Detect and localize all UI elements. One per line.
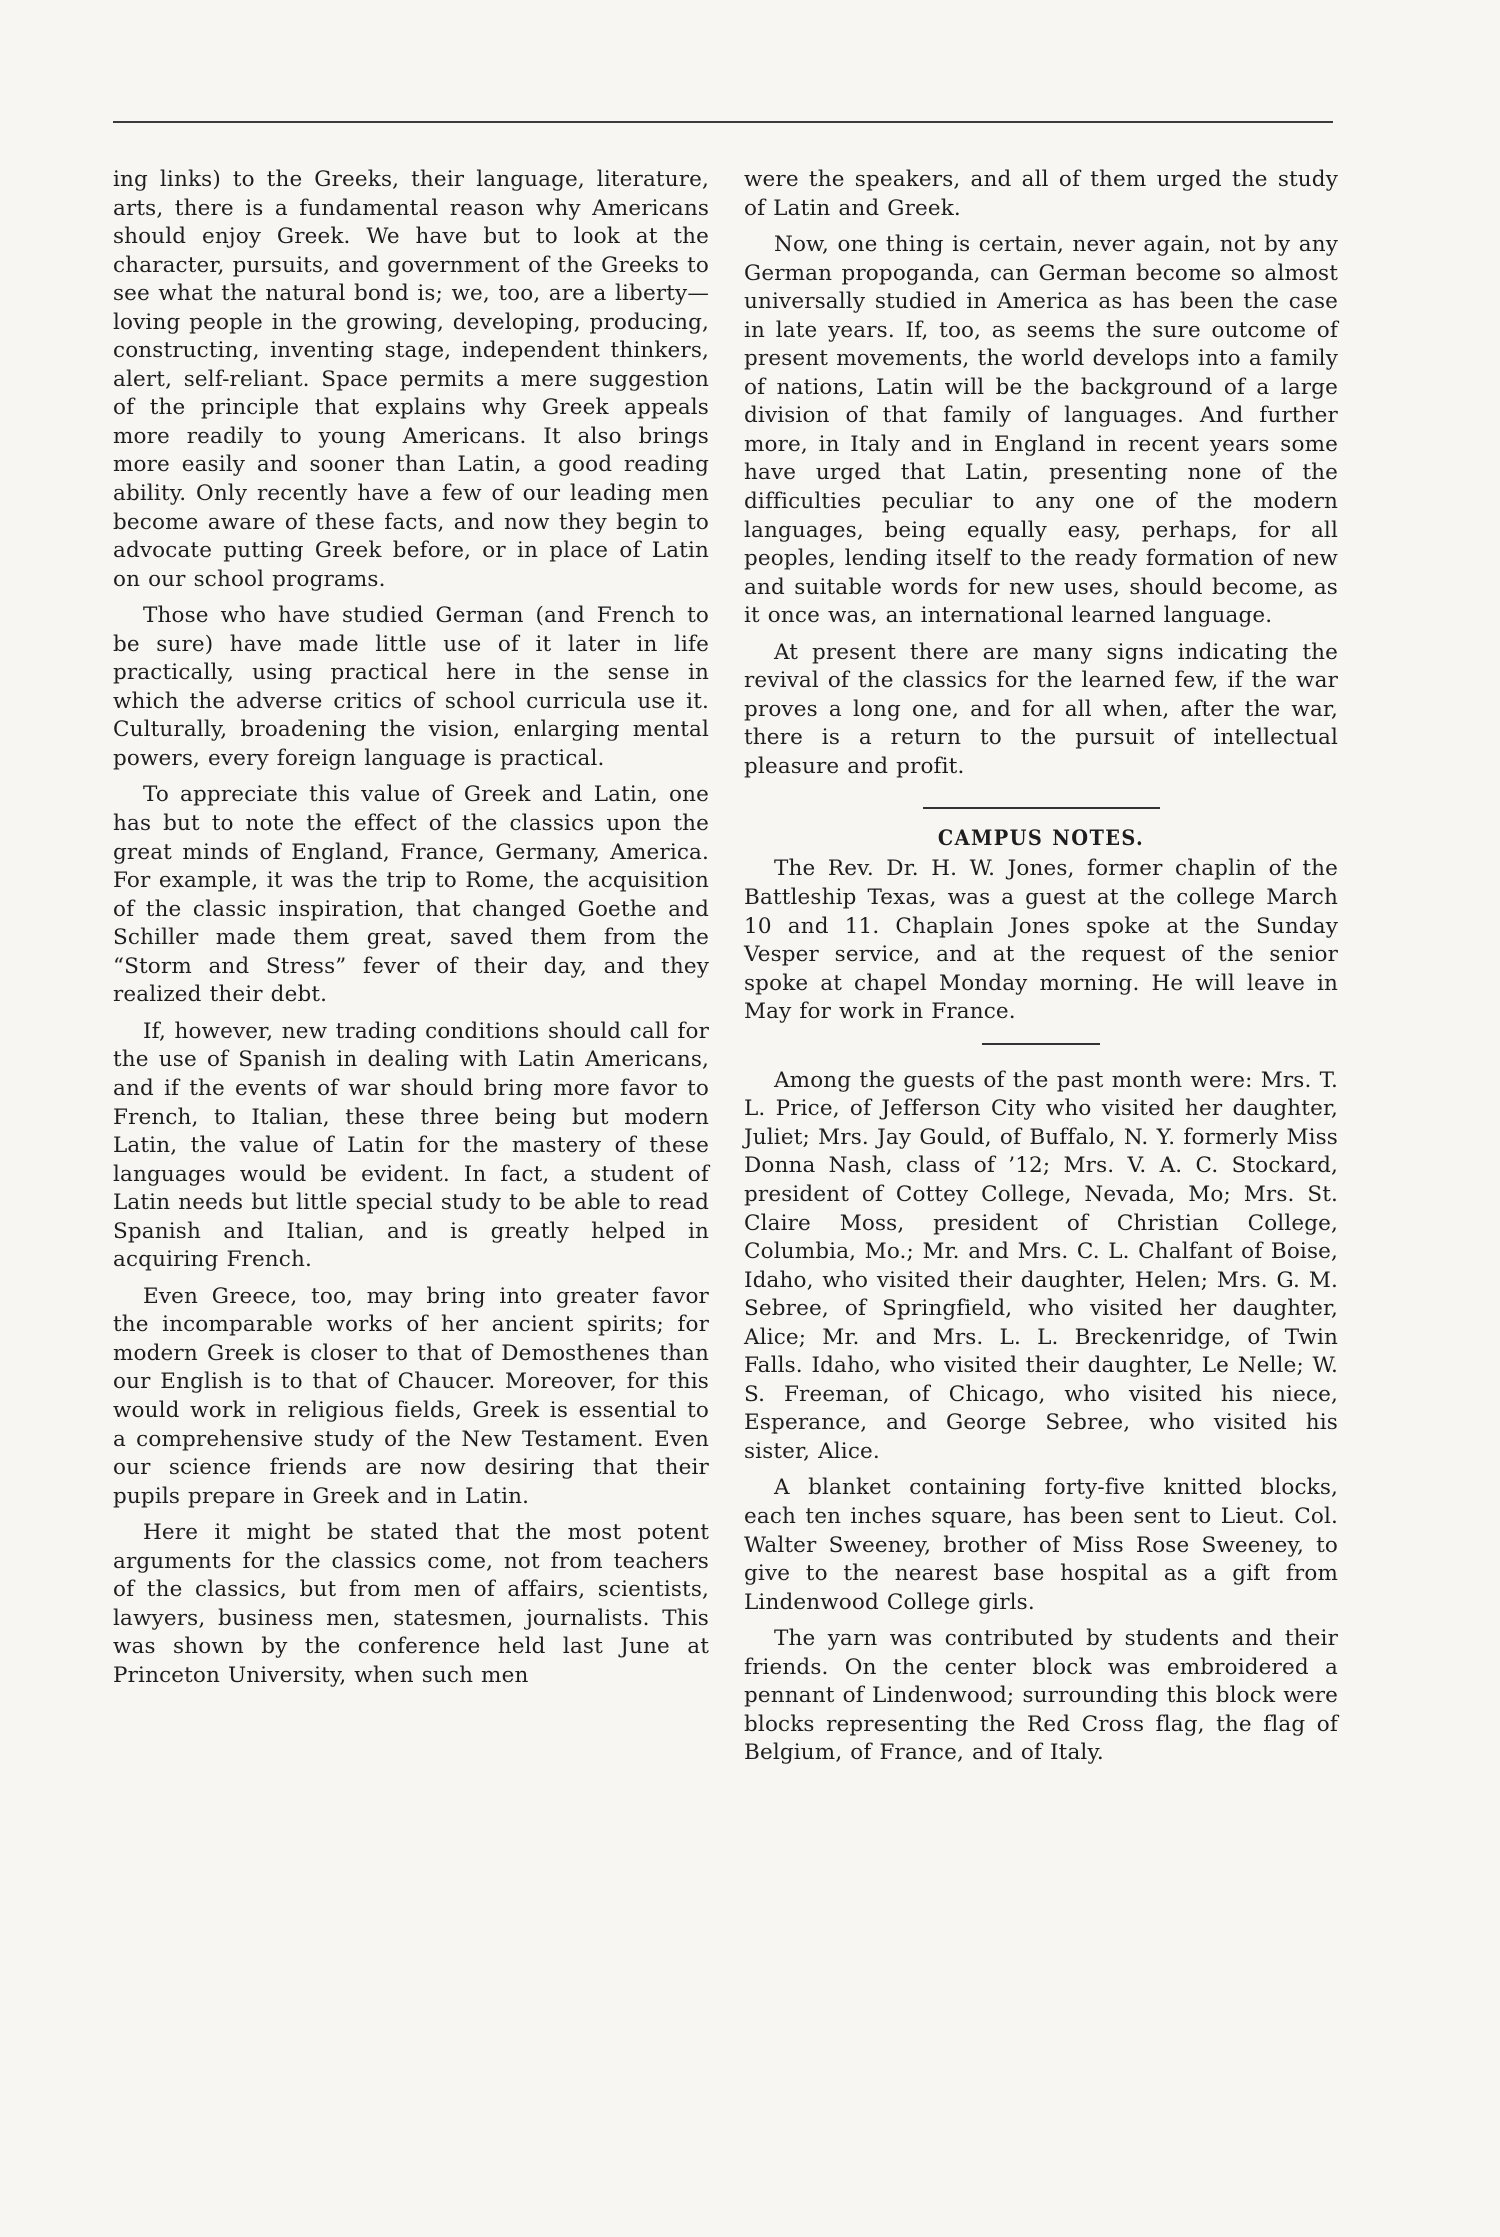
paragraph-guests: Among the guests of the past month were: Mrs. T. L. Price, of Jefferson City who visited her daughter, Juliet; Mrs. Jay Gould, of Buffalo, N. Y. formerly Miss Donna Nash, class of ’12; Mrs. V. A. C. Stockard, president of Cottey College, Nevada, Mo; Mrs. St. Claire Moss, president of Christian College, Columbia, Mo.; Mr. and Mrs. C. L. Chalfant of Boise, Idaho, who visited their daughter, Helen; Mrs. G. M. Sebree, of Springfield, who visited her daughter, Alice; Mr. and Mrs. L. L. Breckenridge, of Twin Falls. Idaho, who visited their daughter, Le Nelle; W. S. Freeman, of Chicago, who visited his niece, Esperance, and George Sebree, who visited his sister, Alice. (744, 1067, 1338, 1464)
note-divider (982, 1043, 1100, 1045)
paragraph-spanish-trade: If, however, new trading conditions should call for the use of Spanish in dealing with Latin Americans, and if the events of war should bring more favor to French, to Italian, these three being but modern Latin, the value of Latin for the mastery of these languages would be evident. In fact, a student of Latin needs but little special study to be able to read Spanish and Italian, and is greatly helped in acquiring French. (113, 1018, 709, 1273)
paragraph-blanket: A blanket containing forty-five knitted blocks, each ten inches square, has been sent to Lieut. Col. Walter Sweeney, brother of Miss Rose Sweeney, to give to the nearest base hospital as a gift from Lindenwood College girls. (744, 1475, 1338, 1615)
paragraph-speakers: were the speakers, and all of them urged the study of Latin and Greek. (744, 167, 1338, 221)
paragraph-german-propaganda: Now, one thing is certain, never again, not by any German propoganda, can German become so almost universally studied in America as has been the case in late years. If, too, as seems the sure outcome of present movements, the world develops into a family of nations, Latin will be the background of a large division of that family of languages. And further more, in Italy and in England in recent years some have urged that Latin, presenting none of the difficulties peculiar to any one of the modern languages, being equally easy, perhaps, for all peoples, lending itself to the ready formation of new and suitable words for new uses, should become, as it once was, an international learned language. (744, 232, 1338, 629)
paragraph-potent-arguments: Here it might be stated that the most potent arguments for the classics come, not from teachers of the classics, but from men of affairs, scientists, lawyers, business men, statesmen, journalists. This was shown by the conference held last June at Princeton University, when such men (113, 1520, 709, 1688)
paragraph-greece-favor: Even Greece, too, may bring into greater favor the incomparable works of her ancient spirits; for modern Greek is closer to that of Demosthenes than our English is to that of Chaucer. Moreover, for this would work in religious fields, Greek is essential to a comprehensive study of the New Testament. Even our science friends are now desiring that their pupils prepare in Greek and in Latin. (113, 1283, 709, 1509)
campus-notes-heading: CAMPUS NOTES. (937, 825, 1145, 851)
paragraph-german-french: Those who have studied German (and French to be sure) have made little use of it later in life practically, using practical here in the sense in which the adverse critics of school curricula use it. Culturally, broadening the vision, enlarging mental powers, every foreign language is practical. (113, 603, 709, 771)
section-divider (923, 807, 1160, 809)
paragraph-greek-bond: ing links) to the Greeks, their language, literature, arts, there is a fundamental reason why Americans should enjoy Greek. We have but to look at the character, pursuits, and government of the Greeks to see what the natural bond is; we, too, are a liberty—loving people in the growing, developing, producing, constructing, inventing stage, independent thinkers, alert, self-reliant. Space permits a mere suggestion of the principle that explains why Greek appeals more readily to young Americans. It also brings more easily and sooner than Latin, a good reading ability. Only recently have a few of our leading men become aware of these facts, and now they begin to advocate putting Greek before, or in place of Latin on our school programs. (113, 167, 709, 592)
campus-notes-section (744, 823, 1338, 1767)
paragraph-rev-jones: The Rev. Dr. H. W. Jones, former chaplin of the Battleship Texas, was a guest at the college March 10 and 11. Chaplain Jones spoke at the Sunday Vesper service, and at the request of the senior spoke at chapel Monday morning. He will leave in May for work in France. (744, 856, 1338, 1025)
paragraph-yarn: The yarn was contributed by students and their friends. On the center block was embroidered a pennant of Lindenwood; surrounding this block were blocks representing the Red Cross flag, the flag of Belgium, of France, and of Italy. (744, 1626, 1338, 1766)
left-column (113, 166, 709, 1698)
paragraph-classics-great-minds: To appreciate this value of Greek and Latin, one has but to note the effect of the classics upon the great minds of England, France, Germany, America. For example, it was the trip to Rome, the acquisition of the classic inspiration, that changed Goethe and Schiller made them great, saved them from the “Storm and Stress” fever of their day, and they realized their debt. (113, 782, 709, 1008)
paragraph-revival-classics: At present there are many signs indicating the revival of the classics for the learned few, if the war proves a long one, and for all when, after the war, there is a return to the pursuit of intellectual pleasure and profit. (744, 639, 1338, 779)
header-rule (113, 121, 1333, 123)
right-column (744, 166, 1338, 1776)
